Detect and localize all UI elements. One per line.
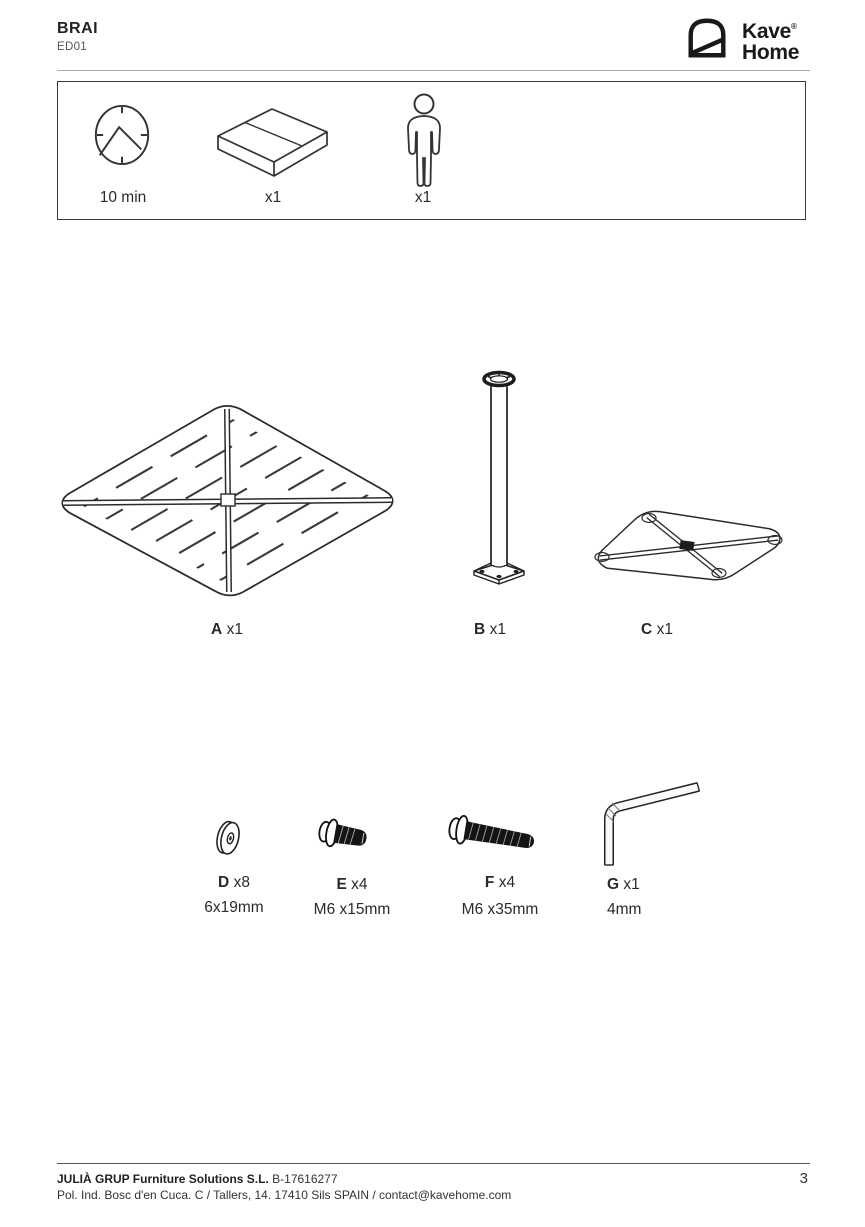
part-c-qty: x1 <box>656 621 673 638</box>
hardware-e-id: E <box>336 876 347 893</box>
hardware-d-qty: x8 <box>233 874 250 891</box>
kave-home-logo-icon <box>683 15 731 61</box>
washer-icon <box>207 814 251 862</box>
footer-registration: B-17616277 <box>272 1172 338 1186</box>
product-code: ED01 <box>57 41 87 53</box>
hardware-g-id: G <box>607 876 620 893</box>
part-c-label <box>617 621 697 639</box>
part-a-tabletop-drawing <box>50 393 408 611</box>
brand-wordmark <box>742 16 799 63</box>
person-count-label: x1 <box>414 189 432 206</box>
hardware-d-size: 6x19mm <box>204 899 264 916</box>
part-b-leg-drawing <box>462 366 538 594</box>
hardware-d-id: D <box>218 874 230 891</box>
brand-name-top: Kave <box>742 20 792 43</box>
registered-mark: ® <box>791 22 797 31</box>
hardware-f-label <box>460 874 540 892</box>
brand-logo <box>683 15 731 61</box>
clock-icon <box>91 100 153 168</box>
package-icon <box>216 106 330 182</box>
allen-key-icon <box>594 780 706 872</box>
part-b-label <box>450 621 530 639</box>
footer-divider <box>57 1163 810 1164</box>
hardware-f-qty: x4 <box>498 874 516 891</box>
part-b-qty: x1 <box>489 621 506 638</box>
hardware-g-label <box>607 876 687 894</box>
brand-name-bottom: Home <box>742 41 800 64</box>
hardware-f-size: M6 x35mm <box>461 901 539 918</box>
footer-company-name: JULIÀ GRUP Furniture Solutions S.L. <box>57 1172 269 1186</box>
part-a-label <box>187 621 267 639</box>
hardware-e-size: M6 x15mm <box>313 901 391 918</box>
part-c-id: C <box>641 621 653 638</box>
bolt-long-icon <box>448 810 552 862</box>
assembly-info-box <box>57 81 806 220</box>
footer-address: Pol. Ind. Bosc d'en Cuca. C / Tallers, 14. 17410 Sils SPAIN / contact@kavehome.com <box>57 1188 512 1202</box>
assembly-time-label: 10 min <box>99 189 147 206</box>
hardware-d-label <box>194 874 274 892</box>
part-a-id: A <box>211 621 223 638</box>
bolt-short-icon <box>318 812 380 862</box>
hardware-e-label <box>312 876 392 894</box>
footer-company-line <box>57 1172 338 1186</box>
hardware-g-size: 4mm <box>607 901 642 918</box>
part-c-base-drawing <box>587 497 795 593</box>
part-a-qty: x1 <box>226 621 243 638</box>
page-title: BRAI <box>57 20 99 37</box>
package-count-label: x1 <box>264 189 282 206</box>
hardware-g-qty: x1 <box>623 876 640 893</box>
hardware-f-id: F <box>484 874 495 891</box>
page-number: 3 <box>799 1170 808 1187</box>
hardware-e-qty: x4 <box>351 876 368 893</box>
header-divider <box>57 70 810 71</box>
person-icon <box>401 93 447 187</box>
part-b-id: B <box>474 621 486 638</box>
